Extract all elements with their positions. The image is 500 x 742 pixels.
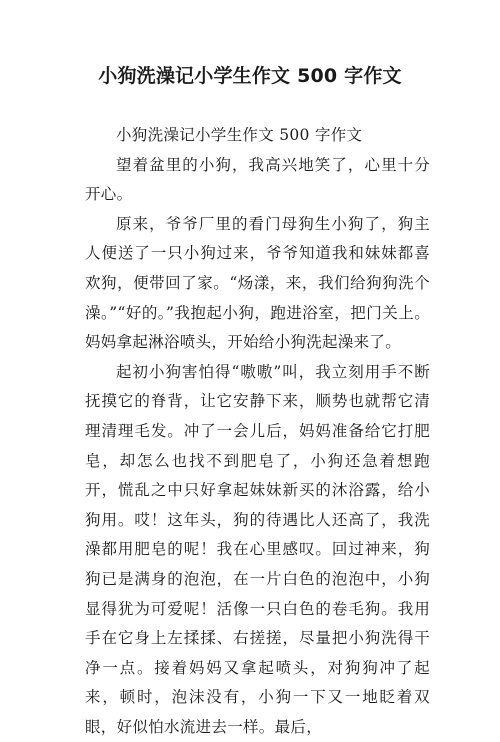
paragraph: 起初小狗害怕得“嗷嗷”叫，我立刻用手不断抚摸它的脊背，让它安静下来，顺势也就帮它清理清理毛发。冲了一会儿后，妈妈准备给它打肥皂，却怎么也找不到肥皂了，小狗还急着想跑开，慌乱之中只好拿起妹妹新买的沐浴露，给小狗用。哎！这年头，狗的待遇比人还高了，我洗澡都用肥皂的呢！我在心里感叹。回过神来，狗狗已是满身的泡泡，在一片白色的泡泡中，小狗显得犹为可爱呢！活像一只白色的卷毛狗。我用手在它身上左揉揉、右搓搓，尽量把小狗洗得干净一点。接着妈妈又拿起喷头，对狗狗冲了起来，顿时，泡沫没有，小狗一下又一地眨着双眼，好似怕水流进去一样。最后，: [85, 362, 430, 736]
paragraph: 原来，爷爷厂里的看门母狗生小狗了，狗主人便送了一只小狗过来，爷爷知道我和妹妹都喜欢狗，便带回了家。“炀漾，来，我们给狗狗洗个澡。”“好的。”我抱起小狗，跑进浴室，把门关上。妈妈拿起淋浴喷头，开始给小狗洗起澡来了。: [85, 214, 430, 352]
document-body: [85, 121, 430, 742]
paragraph: 望着盆里的小狗，我高兴地笑了，心里十分开心。: [85, 155, 430, 204]
document-subtitle: 小狗洗澡记小学生作文 500 字作文: [116, 126, 363, 144]
document-title: 小狗洗澡记小学生作文 500 字作文: [98, 65, 402, 87]
